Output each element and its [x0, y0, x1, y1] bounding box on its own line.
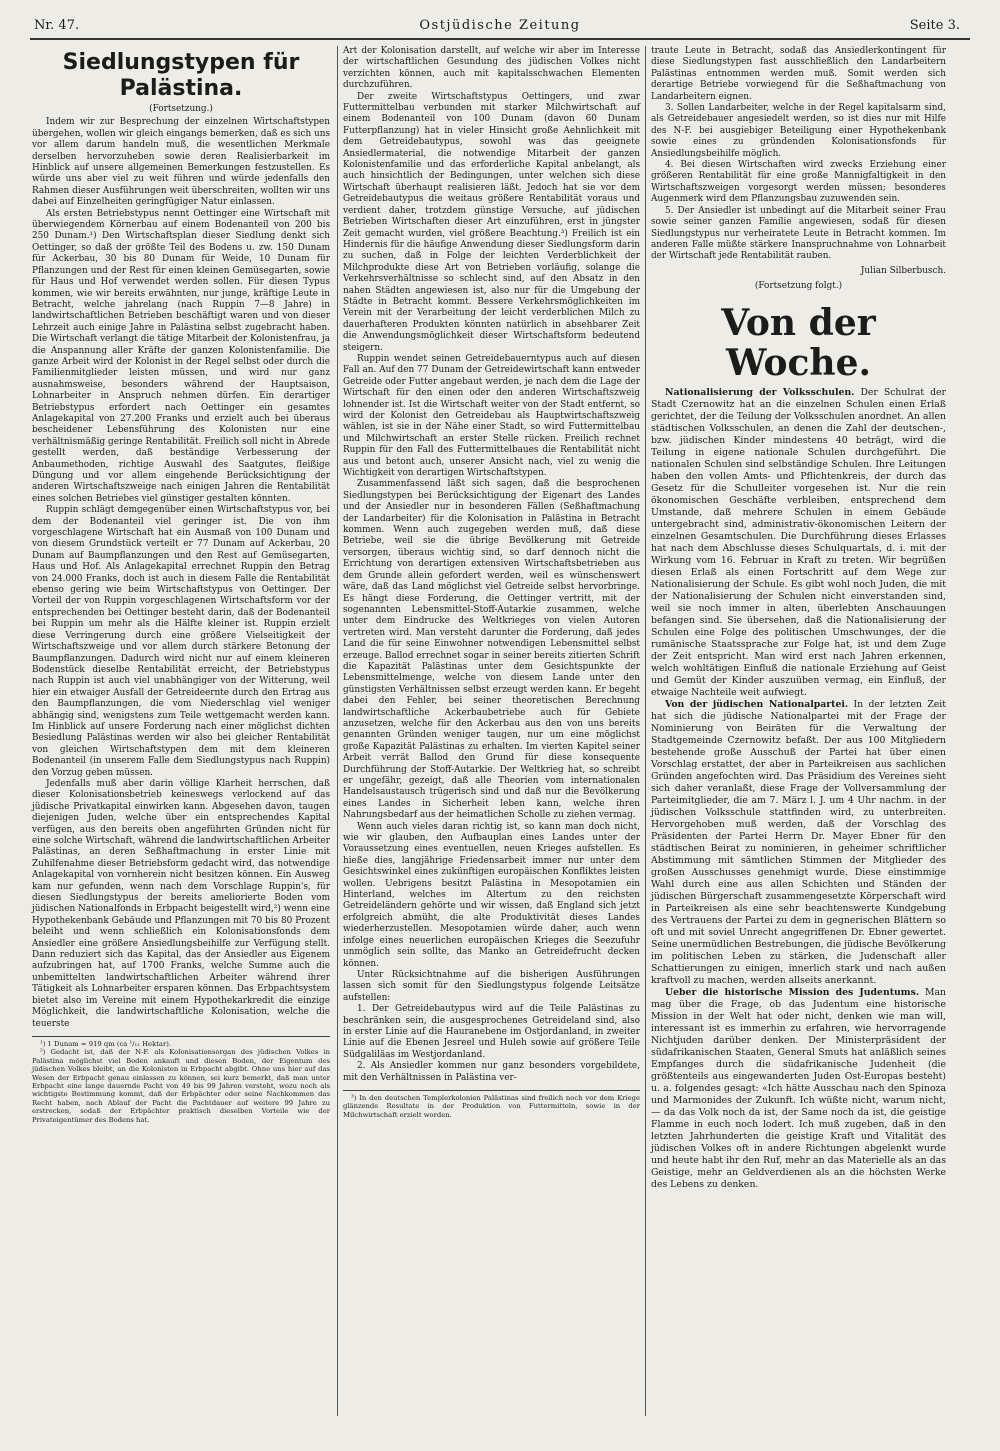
paragraph: traute Leute in Betracht, sodaß das Ansiedlerkontingent für diese Siedlungstypen fast ausschließlich den Landarbeitern Palästinas entnommen werden muß. Somit werden sich derartige Betriebe vorwiegend für die Seßhaftmachung von Landarbeitern eignen. [651, 46, 946, 102]
paragraph: Als ersten Betriebstypus nennt Oettinger eine Wirtschaft mit überwiegendem Körnerbau auf einem Bodenanteil von 200 bis 250 Dunam.¹) Den Wirtschaftsplan dieser Siedlung denkt sich Oettinger, so daß der größte Teil des Bodens u. zw. 150 Dunam für Ackerbau, 30 bis 80 Dunam für Weide, 10 Dunam für Pflanzungen und der Rest für einen kleinen Gemüsegarten, sowie für Haus und Hof verwendet werden sollen. Für diesen Typus kommen, wie wir bereits erwähnten, nur junge, kräftige Leute in Betracht, welche jahrelang (nach Ruppin 7—8 Jahre) in landwirtschaftlichen Betrieben beschäftigt waren und von dieser Lehrzeit auch einige Jahre in Palästina selbst zugebracht haben. Die Wirtschaft verlangt die tätige Mitarbeit der Kolonistenfrau, ja die Anspannung aller Kräfte der ganzen Kolonistenfamilie. Die ganze Arbeit wird der Kolonist in der Regel selbst oder durch die Familienmitglieder leisten müssen, und wird nur ganz ausnahmsweise, besonders während der Hauptsaison, Lohnarbeiter in Anspruch nehmen dürfen. Ein derartiger Betriebstypus erfordert nach Oettinger ein gesamtes Anlagekapital von 27.200 Franks und erzielt auch bei überaus bescheidener Lebensführung des Kolonisten nur eine verhältnismäßig geringe Rentabilität. Freilich soll nicht in Abrede gestellt werden, daß beständige Verbesserung der Anbaumethoden, richtige Auswahl des Saatgutes, fleißige Düngung und vor allem eingehende Berücksichtigung der anderen Wirtschaftszweige nach einigen Jahren die Rentabilität eines solchen Betriebes viel günstiger gestalten könnten. [32, 208, 330, 504]
footnote: ²) Gedacht ist, daß der N-F. als Kolonisationsorgan des jüdischen Volkes in Palästina möglichst viel Boden ankauft und diesen Boden, der Eigentum des jüdischen Volkes bleibt, an die Kolonisten in Erbpacht abgibt. Ohne uns hier auf das Wesen der Erbpacht genau einlassen zu können, sei kurz bemerkt, daß man unter Erbpacht eine lange dauernde Pacht von 49 bis 99 Jahren versteht, wozu noch als wichtigste Bestimmung kommt, daß der Erbpächter oder seine Nachkommen das Recht haben, nach Ablauf der Pacht die Pachtdauer auf weitere 99 Jahre zu erstrecken, sodaß der Erbpächter praktisch dieselben Vorteile wie der Privateigentümer des Bodens hat. [32, 1048, 330, 1124]
paragraph: Zusammenfassend läßt sich sagen, daß die besprochenen Siedlungstypen bei Berücksichtigung der Eigenart des Landes und der Ansiedler nur in besonderen Fällen (Seßhaftmachung der Landarbeiter) für die Kolonisation in Palästina in Betracht kommen. Wenn auch zugegeben werden muß, daß diese Betriebe, weil sie die übrige Bevölkerung mit Getreide versorgen, überaus wichtig sind, so darf dennoch nicht die Errichtung von derartigen extensiven Wirtschaftsbetrieben aus dem Grunde allein gefordert werden, weil es wünschenswert wäre, daß das Land möglichst viel Getreide selbst hervorbringe. Es hängt diese Forderung, die Oettinger vertritt, mit der sogenannten Lebensmittel-Stoff-Autarkie zusammen, welche unter dem Eindrucke des Weltkrieges von vielen Autoren vertreten wird. Man versteht darunter die Forderung, daß jedes Land die für seine Einwohner notwendigen Lebensmittel selbst erzeuge. Ballod errechnet sogar in seiner bereits zitierten Schrift die Kapazität Palästinas unter dem Gesichtspunkte der Lebensmittelmenge, welche von diesem Lande unter den günstigsten Verhältnissen selbst erzeugt werden kann. Er begeht dabei den Fehler, bei seiner theoretischen Berechnung landwirtschaftliche Ackerbaubetriebe auch für Gebiete anzusetzen, welche für den Ackerbau aus den von uns bereits genannten Gründen weniger taugen, nur um eine möglichst große Kapazität Palästinas zu erhalten. Im vierten Kapitel seiner Arbeit verrät Ballod den Grund für diese konsequente Durchführung der Stoff-Autarkie. Der Weltkrieg hat, so schreibt er ungefähr, gezeigt, daß alle Theorien vom internationalen Handelsaustausch trügerisch sind und daß nur die Bevölkerung eines Landes in Sicherheit leben kann, welche ihren Nahrungsbedarf aus der heimatlichen Scholle zu ziehen vermag. [343, 479, 640, 821]
paragraph: 3. Sollen Landarbeiter, welche in der Regel kapitalsarm sind, als Getreidebauer angesiedelt werden, so ist dies nur mit Hilfe des N-F. bei ausgiebiger Beteiligung einer Hypothekenbank sowie eines zu gründenden Kolonisationsfonds für Ansiedlungsbeihilfe möglich. [651, 103, 946, 159]
news-item-text: Der Schulrat der Stadt Czernowitz hat an die einzelnen Schulen einen Erlaß gerichtet, der die Teilung der Volksschulen anordnet. An allen städtischen Volksschulen, an denen die Zahl der deutschen-, bzw. jüdischen Kinder mindestens 40 beträgt, wird die Teilung in eigene nationale Schulen durchgeführt. Die nationalen Schulen sind selbständige Schulen. Ihre Leitungen haben den vollen Amts- und Pflichtenkreis, der durch das Gesetz für die Schulleiter vorgesehen ist. Nur die rein ökonomischen Geschäfte verbleiben, entsprechend dem Umstande, daß mehrere Schulen in einem Gebäude untergebracht sind, administrativ-ökonomischen Leitern der einzelnen Gesamtschulen. Die Durchführung dieses Erlasses hat nach dem Abschlusse dieses Schulquartals, d. i. mit der Wirkung vom 16. Februar in Kraft zu treten. Wir begrüßen diesen Erlaß als einen Fortschritt auf dem Wege zur Nationalisierung der Schule. Es gibt wohl noch Juden, die mit der Nationalisierung der Schulen nicht einverstanden sind, weil sie noch immer in alten, überlebten Anschauungen befangen sind. Sie übersehen, daß die Nationalisierung der Schulen eine Folge des politischen Umschwunges, der die rumänische Staatssprache zur Folge hat, ist und dem Zuge der Zeit entspricht. Man wird erst nach Jahren erkennen, welch wohltätigen Einfluß die nationale Erziehung auf Geist und Gemüt der Kinder auszuüben vermag, ein Einfluß, der etwaige Nachteile weit aufwiegt. [651, 386, 946, 698]
news-item [651, 987, 946, 1191]
paragraph: Ruppin wendet seinen Getreidebauerntypus auch auf diesen Fall an. Auf den 77 Dunam der Getreidewirtschaft kann entweder Getreide oder Futter angebaut werden, je nach dem die Lage der Wirtschaft für den einen oder den anderen Wirtschaftszweig lohnender ist. Ist die Wirtschaft weiter von der Stadt entfernt, so wird der Kolonist den Getreidebau als Hauptwirtschaftszweig wählen, ist sie in der Nähe einer Stadt, so wird Futtermittelbau und Milchwirtschaft an erster Stelle rücken. Freilich rechnet Ruppin für den Fall des Futtermittelbaues die Rentabilität nicht aus und betont auch, unserer Ansicht nach, viel zu wenig die Wichtigkeit von derartigen Wirtschaftstypen. [343, 353, 640, 479]
header-rule [30, 38, 970, 40]
article-subtitle: (Fortsetzung.) [149, 104, 213, 114]
news-item-text: Man mag über die Frage, ob das Judentum eine historische Mission in der Welt hat oder nicht, denken wie man will, interessant ist es immerhin zu erfahren, wie hervorragende Nichtjuden darüber denken. Der Ministerpräsident der südafrikanischen Staaten, General Smuts hat anläßlich seines Empfanges durch die südafrikanische Judenheit (die größtenteils aus eingewanderten Juden Ost-Europas besteht) u. a. folgendes gesagt: «Ich hätte Ausschau nach den Spinoza und Marmonides der Zukunft. Ich wüßte nicht, warum nicht, — da das Volk noch da ist, der Same noch da ist, die geistige Flamme in euch noch lodert. Ich muß zugeben, daß in den letzten Jahrhunderten die geistige Kraft und Vitalität des jüdischen Volkes oft in andere Richtungen abgelenkt wurde und heute habt ihr den Ruf, mehr an das Materielle als an das Geistige, mehr an Geldverdienen als an die höchsten Werke des Lebens zu denken. [651, 986, 946, 1190]
news-item-heading: Nationalisierung der Volksschulen. [665, 386, 855, 398]
newspaper-title: Ostjüdische Zeitung [419, 18, 581, 33]
page-number: Seite 3. [909, 18, 960, 33]
column-2 [343, 46, 640, 1119]
paragraph: Unter Rücksichtnahme auf die bisherigen Ausführungen lassen sich somit für den Siedlungstypus folgende Leitsätze aufstellen: [343, 969, 640, 1003]
paragraph: Jedenfalls muß aber darin völlige Klarheit herrschen, daß dieser Kolonisationsbetrieb keineswegs verlockend auf das jüdische Privatkapital einwirken kann. Abgesehen davon, taugen diejenigen Juden, welche über ein entsprechendes Kapital verfügen, aus den bereits oben angeführten Gründen nicht für eine solche Wirtschaft, während die landwirtschaftlichen Arbeiter Palästinas, an deren Seßhaftmachung in erster Linie mit Zuhilfenahme dieser Betriebsform gedacht wird, das notwendige Anlagekapital von vornherein nicht besitzen können. Ein Ausweg kam nur gefunden, wenn nach dem Vorschlage Ruppin's, für diesen Siedlungstypus der bereits ameliorierte Boden vom jüdischen Nationalfonds in Erbpacht beigestellt wird,²) wenn eine Hypothekenbank Gebäude und Pflanzungen mit 70 bis 80 Prozent beleiht und wenn schließlich ein Kolonisationsfonds dem Ansiedler eine größere Ansiedlungsbeihilfe zur Verfügung stellt. Dann reduziert sich das Kapital, das der Ansiedler aus Eigenem aufzubringen hat, auf 1700 Franks, welche Summe auch die unbemittelten landwirtschaftlichen Arbeiter während ihrer Tätigkeit als Lohnarbeiter ersparen können. Das Erbpachtsystem bietet also im Vereine mit einem Hypothekarkredit die einzige Möglichkeit, die landwirtschaftliche Kolonisation, welche die teuerste [32, 778, 330, 1029]
news-item [651, 387, 946, 699]
issue-number: Nr. 47. [34, 18, 80, 33]
article-title: Siedlungstypen für Palästina. [62, 50, 300, 101]
paragraph: Wenn auch vieles daran richtig ist, so kann man doch nicht, wie wir glauben, den Aufbauplan eines Landes unter der Voraussetzung eines eventuellen, neuen Krieges aufstellen. Es hieße dies, langjährige Friedensarbeit immer nur unter dem Gesichtswinkel eines zukünftigen europäischen Konfliktes leisten wollen. Uebrigens besitzt Palästina in Mesopotamien ein Hinterland, welches im Altertum zu den reichsten Getreideländern gehörte und wir wissen, daß England sich jetzt erfolgreich abmüht, die alte Produktivität dieses Landes wiederherzustellen. Mesopotamien würde daher, auch wenn infolge eines neuerlichen europäischen Krieges die Seezufuhr unmöglich sein sollte, das Manko an Getreidefrucht decken können. [343, 821, 640, 969]
news-item [651, 699, 946, 987]
footnote: ¹) 1 Dunam = 919 qm (ca ¹/₁₁ Hektar). [40, 1039, 172, 1048]
column-3 [651, 46, 946, 1191]
footnotes [343, 1090, 640, 1119]
column-divider [337, 46, 338, 1416]
paragraph: 5. Der Ansiedler ist unbedingt auf die Mitarbeit seiner Frau sowie seiner ganzen Familie angewiesen, sodaß für diesen Siedlungstypus nur verheiratete Leute in Betracht kommen. Im anderen Falle müßte stärkere Inanspruchnahme von Lohnarbeit der Wirtschaft jede Rentabilität rauben. [651, 205, 946, 262]
paragraph: 2. Als Ansiedler kommen nur ganz besonders vorgebildete, mit den Verhältnissen in Palästina ver- [343, 1061, 640, 1083]
news-item-heading: Von der jüdischen Nationalpartei. [665, 698, 849, 710]
author-signature: Julian Silberbusch. [860, 265, 946, 276]
column-divider [645, 46, 646, 1416]
section-title: Von der Woche. [721, 301, 876, 384]
news-item-heading: Ueber die historische Mission des Judentums. [665, 986, 920, 998]
paragraph: Der zweite Wirtschaftstypus Oettingers, und zwar Futtermittelbau verbunden mit starker Milchwirtschaft auf einem Bodenanteil von 100 Dunam (davon 60 Dunam Futterpflanzung) hat in vieler Hinsicht große Aehnlichkeit mit dem Getreidebautypus, sowohl was das geeignete Ansiedlermaterial, die notwendige Mitarbeit der ganzen Kolonistenfamilie und das erforderliche Kapital anbelangt, als auch hinsichtlich der Bedingungen, unter welchen sich diese Wirtschaft überhaupt realisieren läßt. Jedoch hat sie vor dem Getreidebautypus die weitaus größere Rentabilität voraus und verdient daher, trotzdem günstige Versuche, auf jüdischen Betrieben Wirtschaften dieser Art einzuführen, erst in jüngster Zeit gemacht wurden, viel größere Beachtung.³) Freilich ist ein Hindernis für die häufige Anwendung dieser Siedlungsform darin zu suchen, daß in Folge der leichten Verderblichkeit der Milchprodukte diese Art von Betrieben vorläufig, solange die Verkehrsverhältnisse so schlecht sind, auf den Absatz in den nahen Städten angewiesen ist, also nur für die Umgebung der Städte in Betracht kommt. Bessere Verkehrsmöglichkeiten im Verein mit der Verarbeitung der leicht verderblichen Milch zu dauerhafteren Produkten könnten natürlich in absehbarer Zeit die Anwendungsmöglichkeit dieser Wirtschaftsform bedeutend steigern. [343, 91, 640, 353]
continued-note: (Fortsetzung folgt.) [754, 281, 843, 292]
paragraph: Indem wir zur Besprechung der einzelnen Wirtschaftstypen übergehen, wollen wir gleich eingangs bemerken, daß es sich uns vor allem darum handeln muß, die wesentlichen Merkmale derselben hervorzuheben sowie deren Realisierbarkeit im Hinblick auf unsere allgemeinen Bemerkungen festzustellen. Es würde uns aber viel zu weit führen und würde jedenfalls den Rahmen dieser Ausführungen weit überschreiten, wollten wir uns dabei auf Einzelheiten geringfügiger Natur einlassen. [32, 117, 330, 208]
news-items [651, 387, 946, 1191]
paragraph: Ruppin schlägt demgegenüber einen Wirtschaftstypus vor, bei dem der Bodenanteil viel geringer ist. Die von ihm vorgeschlagene Wirtschaft hat ein Ausmaß von 100 Dunam und von diesem Grundstück verteilt er 77 Dunam auf Ackerbau, 20 Dunam auf Baumpflanzungen und den Rest auf Gemüsegarten, Haus und Hof. Als Anlagekapital errechnet Ruppin den Betrag von 24.000 Franks, doch ist auch in diesem Falle die Rentabilität ebenso gering wie beim Wirtschaftstypus von Oettinger. Der Vorteil der von Ruppin vorgeschlagenen Wirtschaftsform vor der entsprechenden bei Oettinger besteht darin, daß der Bodenanteil bei Ruppin um mehr als die Hälfte kleiner ist. Ruppin erzielt diese Verringerung durch eine größere Vielseitigkeit der Wirtschaftszweige und vor allem durch stärkere Betonung der Baumpflanzungen. Dadurch wird nicht nur auf einem kleineren Bodenstück dieselbe Rentabilität erreicht, der Betriebstypus nach Ruppin ist auch viel unabhängiger von der Witterung, weil hier ein etwaiger Ausfall der Getreideernte durch den Ertrag aus den Baumpflanzungen, die vom Niederschlag viel weniger abhängig sind, wenigstens zum Teile wettgemacht werden kann. Im Hinblick auf unsere Forderung nach einer möglichst dichten Besiedlung Palästinas werden wir also bei gleicher Rentabilität von gleichen Wirtschaftstypen dem mit dem kleineren Bodenanteil (in unserem Falle dem Siedlungstypus nach Ruppin) den Vorzug geben müssen. [32, 505, 330, 778]
column-1 [32, 46, 330, 1124]
news-item-text: In der letzten Zeit hat sich die jüdische Nationalpartei mit der Frage der Nominierung von Beiräten für die Verwaltung der Stadtgemeinde Czernowitz befaßt. Der aus 100 Mitgliedern bestehende große Ausschuß der Partei hat über einen Vorschlag erstattet, der aber in Parteikreisen aus sachlichen Gründen angefochten wird. Das Präsidium des Vereines sieht sich daher veranlaßt, diese Frage der Vollversammlung der Parteimitglieder, die am 7. März l. J. um 4 Uhr nachm. in der jüdischen Volksschule stattfinden wird, zu unterbreiten. Hervorgehoben muß werden, daß der Vorschlag des Präsidenten der Partei Herrn Dr. Mayer Ebner für den städtischen Beirat zu nominieren, in geheimer schriftlicher Abstimmung mit sämtlichen Stimmen der Mitglieder des großen Ausschusses genehmigt wurde. Diese einstimmige Wahl durch eine aus allen Schichten und Ständen der jüdischen Bürgerschaft zusammengesetzte Körperschaft wird in Parteikreisen als eine sehr beachtenswerte Kundgebung des Vertrauens der Partei zu dem in gegnerischen Blättern so oft und mit soviel Unrecht angegriffenen Dr. Ebner gewertet. Seine unermüdlichen Bestrebungen, die jüdische Bevölkerung im politischen Leben zu stärken, die Judenschaft aller Schattierungen zu einigen, innerlich stark und nach außen kraftvoll zu machen, werden allseits anerkannt. [651, 698, 946, 986]
footnotes [32, 1036, 330, 1124]
paragraph: 1. Der Getreidebautypus wird auf die Teile Palästinas zu beschränken sein, die ausgesprochenes Getreideland sind, also in erster Linie auf die Hauranebene im Ostjordanland, in zweiter Linie auf die Ebenen Jesreel und Huleh sowie auf größere Teile Südgaliläas im Westjordanland. [343, 1004, 640, 1060]
footnote: ³) In den deutschen Templerkolonien Palästinas sind freilich noch vor dem Kriege glänzende Resultate in der Produktion von Futtermitteln, sowie in der Milchwirtschaft erzielt worden. [343, 1093, 640, 1119]
paragraph: 4. Bei diesen Wirtschaften wird zwecks Erziehung einer größeren Rentabilität für eine große Mannigfaltigkeit in den Wirtschaftszweigen vorgesorgt werden müssen; besonderes Augenmerk wird dem Pflanzungsbau zuzuwenden sein. [651, 160, 946, 205]
paragraph: Art der Kolonisation darstellt, auf welche wir aber im Interesse der wirtschaftlichen Gesundung des jüdischen Volkes nicht verzichten können, auch mit kapitalsschwachen Elementen durchzuführen. [343, 46, 640, 91]
